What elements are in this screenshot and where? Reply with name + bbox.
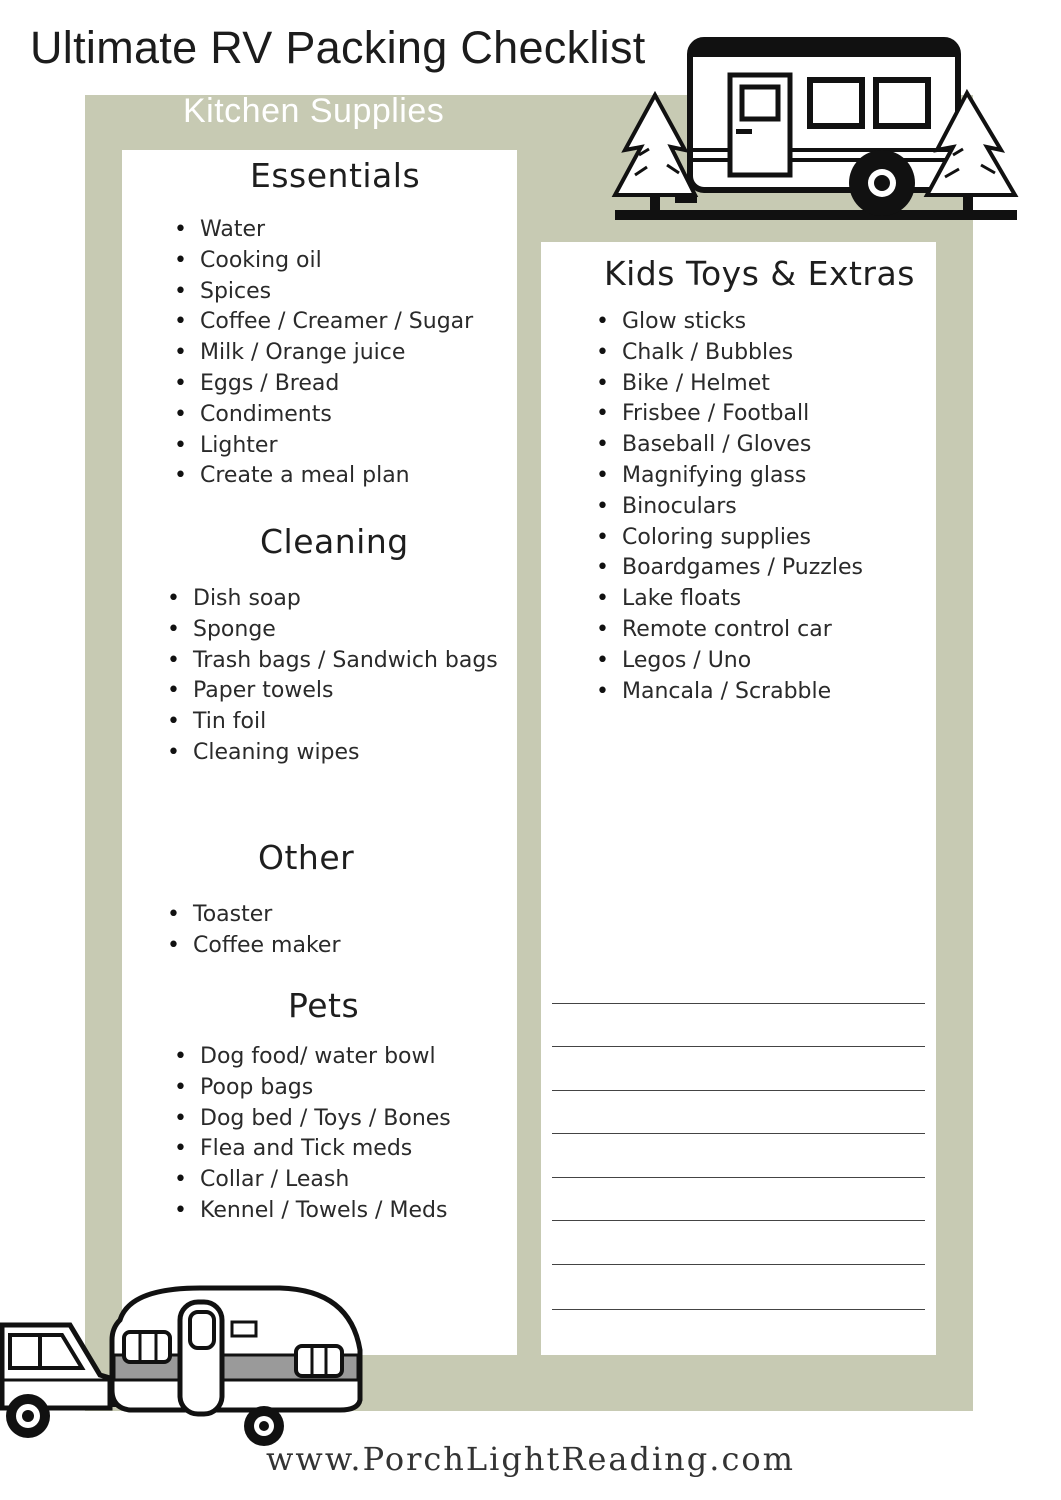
write-line <box>552 1003 925 1004</box>
essentials-list <box>174 215 473 492</box>
list-item: • Bike / Helmet <box>596 369 863 400</box>
list-item: • Condiments <box>174 400 473 431</box>
list-item: • Baseball / Gloves <box>596 430 863 461</box>
write-line <box>552 1220 925 1221</box>
list-item: • Milk / Orange juice <box>174 338 473 369</box>
list-item: • Coffee / Creamer / Sugar <box>174 307 473 338</box>
list-item: • Remote control car <box>596 615 863 646</box>
write-line <box>552 1309 925 1310</box>
pets-title: Pets <box>288 986 360 1025</box>
list-item: • Dog bed / Toys / Bones <box>174 1104 451 1135</box>
list-item: • Dish soap <box>167 584 498 615</box>
write-line <box>552 1177 925 1178</box>
cleaning-title: Cleaning <box>260 522 409 561</box>
list-item: • Flea and Tick meds <box>174 1134 451 1165</box>
essentials-title: Essentials <box>250 156 421 195</box>
kids-title: Kids Toys & Extras <box>604 254 915 293</box>
rv-trailer-with-trees-icon <box>605 35 1025 230</box>
list-item: • Toaster <box>167 900 341 931</box>
write-line <box>552 1046 925 1047</box>
other-list <box>167 900 341 962</box>
list-item: • Lake floats <box>596 584 863 615</box>
list-item: • Water <box>174 215 473 246</box>
write-line <box>552 1090 925 1091</box>
list-item: • Chalk / Bubbles <box>596 338 863 369</box>
write-line <box>552 1264 925 1265</box>
list-item: • Spices <box>174 277 473 308</box>
list-item: • Glow sticks <box>596 307 863 338</box>
list-item: • Collar / Leash <box>174 1165 451 1196</box>
cleaning-list <box>167 584 498 769</box>
list-item: • Magnifying glass <box>596 461 863 492</box>
panel-heading: Kitchen Supplies <box>183 92 445 130</box>
write-line <box>552 1133 925 1134</box>
car-towing-camper-icon <box>0 1280 370 1450</box>
list-item: • Cleaning wipes <box>167 738 498 769</box>
list-item: • Create a meal plan <box>174 461 473 492</box>
list-item: • Poop bags <box>174 1073 451 1104</box>
other-title: Other <box>258 838 355 877</box>
list-item: • Tin foil <box>167 707 498 738</box>
list-item: • Mancala / Scrabble <box>596 677 863 708</box>
list-item: • Sponge <box>167 615 498 646</box>
list-item: • Eggs / Bread <box>174 369 473 400</box>
list-item: • Legos / Uno <box>596 646 863 677</box>
list-item: • Cooking oil <box>174 246 473 277</box>
footer-website: www.PorchLightReading.com <box>266 1440 795 1478</box>
list-item: • Coffee maker <box>167 931 341 962</box>
list-item: • Frisbee / Football <box>596 399 863 430</box>
pets-list <box>174 1042 451 1227</box>
list-item: • Paper towels <box>167 676 498 707</box>
list-item: • Coloring supplies <box>596 523 863 554</box>
list-item: • Trash bags / Sandwich bags <box>167 646 498 677</box>
list-item: • Boardgames / Puzzles <box>596 553 863 584</box>
kids-list <box>596 307 863 707</box>
list-item: • Kennel / Towels / Meds <box>174 1196 451 1227</box>
list-item: • Lighter <box>174 431 473 462</box>
list-item: • Binoculars <box>596 492 863 523</box>
page-title: Ultimate RV Packing Checklist <box>30 22 646 73</box>
list-item: • Dog food/ water bowl <box>174 1042 451 1073</box>
